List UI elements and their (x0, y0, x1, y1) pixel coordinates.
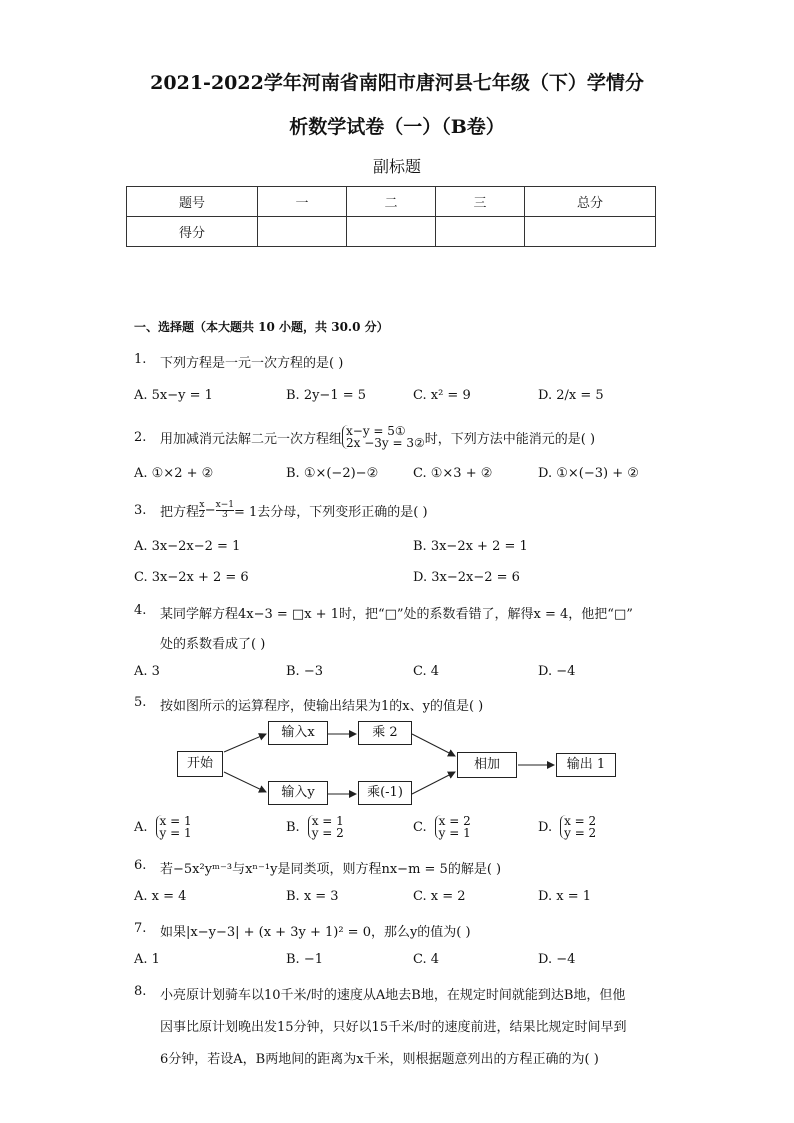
option-a: A. 1 (134, 952, 160, 967)
system-line: 2x −3y = 3② (346, 436, 425, 450)
question-number: 5. (134, 695, 147, 710)
option-c: C. ①×3 + ② (413, 466, 493, 481)
option-a: A. 5x−y = 1 (134, 388, 213, 403)
question-text: 某同学解方程4x−3 = □x + 1时，把“□”处的系数看错了，解得x = 4，他把“□” (160, 607, 633, 622)
question-number: 6. (134, 858, 147, 873)
option-b: B. −3 (286, 664, 323, 679)
question-text-part: 把方程 (160, 504, 200, 520)
option-a: A. x = 1 y = 1 (134, 814, 192, 840)
question-number: 4. (134, 603, 147, 618)
option-d: D. −4 (538, 952, 576, 967)
option-d: D. 2/x = 5 (538, 388, 604, 403)
page-subtitle: 副标题 (372, 157, 421, 176)
score-row-label: 得分 (127, 217, 258, 247)
question-text-part: 时，下列方法中能消元的是( ) (424, 431, 596, 447)
arrow (412, 734, 455, 756)
question-text: 下列方程是一元一次方程的是( ) (160, 356, 344, 371)
score-header-cell: 一 (258, 187, 347, 217)
question-text: 按如图所示的运算程序，使输出结果为1的x、y的值是( ) (160, 699, 484, 714)
arrow (412, 772, 455, 794)
question-number: 2. (134, 430, 147, 445)
option-d: D. 3x−2x−2 = 6 (413, 570, 520, 585)
flow-input-y-box: 输入y (268, 781, 328, 805)
option-c: C. x = 2 y = 1 (413, 814, 471, 840)
option-d: D. x = 2 y = 2 (538, 814, 597, 840)
score-header-cell: 总分 (525, 187, 656, 217)
option-c: C. 3x−2x + 2 = 6 (134, 570, 249, 585)
option-b: B. 3x−2x + 2 = 1 (413, 539, 528, 554)
option-b: B. x = 1 y = 2 (286, 814, 344, 840)
flow-add-box: 相加 (457, 752, 517, 778)
score-header-cell: 三 (436, 187, 525, 217)
option-c: C. 4 (413, 952, 440, 967)
option-d: D. x = 1 (538, 889, 591, 904)
minus-sign: − (204, 502, 216, 518)
flow-times2-box: 乘 2 (358, 721, 412, 745)
question-text-part: = 1去分母，下列变形正确的是( ) (234, 504, 428, 520)
question-text: 6分钟，若设A，B两地间的距离为x千米，则根据题意列出的方程正确的为( ) (160, 1052, 599, 1067)
flow-start-box: 开始 (177, 751, 223, 777)
option-a: A. 3x−2x−2 = 1 (134, 539, 241, 554)
question-text: 若−5x²yᵐ⁻³与xⁿ⁻¹y是同类项，则方程nx−m = 5的解是( ) (160, 862, 502, 877)
fraction: $\frac{x-1}{3}$ (215, 499, 234, 520)
page-title-line1: 2021-2022学年河南省南阳市唐河县七年级（下）学情分 (150, 72, 644, 94)
option-c: C. x = 2 (413, 889, 466, 904)
question-number: 1. (134, 352, 147, 367)
fraction: $\frac{x}{2}$ (199, 499, 205, 520)
option-b: B. 2y−1 = 5 (286, 388, 367, 403)
option-a: A. 3 (134, 664, 160, 679)
option-c: C. 4 (413, 664, 440, 679)
option-a: A. x = 4 (134, 889, 187, 904)
arrow (224, 772, 266, 792)
page-title-line2: 析数学试卷（一）（B卷） (289, 116, 505, 138)
system-line: x−y = 5① (346, 424, 406, 438)
option-c: C. x² = 9 (413, 388, 471, 403)
option-b: B. −1 (286, 952, 323, 967)
question-text: 因事比原计划晚出发15分钟，只好以15千米/时的速度前进，结果比规定时间早到 (160, 1020, 627, 1035)
flow-input-x-box: 输入x (268, 721, 328, 745)
option-a: A. ①×2 + ② (134, 466, 214, 481)
flow-output-box: 输出 1 (556, 753, 616, 777)
option-b: B. x = 3 (286, 889, 339, 904)
arrow (224, 734, 266, 752)
question-text: 如果|x−y−3| + (x + 3y + 1)² = 0，那么y的值为( ) (160, 925, 471, 940)
score-header-cell: 题号 (127, 187, 258, 217)
question-number: 8. (134, 984, 147, 999)
question-text: 小亮原计划骑车以10千米/时的速度从A地去B地，在规定时间就能到达B地，但他 (160, 988, 626, 1003)
question-text-part: 用加减消元法解二元一次方程组 (160, 431, 343, 447)
section-heading: 一、选择题（本大题共 10 小题，共 30.0 分） (134, 320, 389, 334)
option-d: D. ①×(−3) + ② (538, 466, 639, 481)
score-header-cell: 二 (347, 187, 436, 217)
question-number: 7. (134, 921, 147, 936)
question-text: 处的系数看成了( ) (160, 637, 266, 652)
question-number: 3. (134, 503, 147, 518)
flow-times-neg1-box: 乘(-1) (358, 781, 412, 805)
option-d: D. −4 (538, 664, 576, 679)
option-b: B. ①×(−2)−② (286, 466, 379, 481)
